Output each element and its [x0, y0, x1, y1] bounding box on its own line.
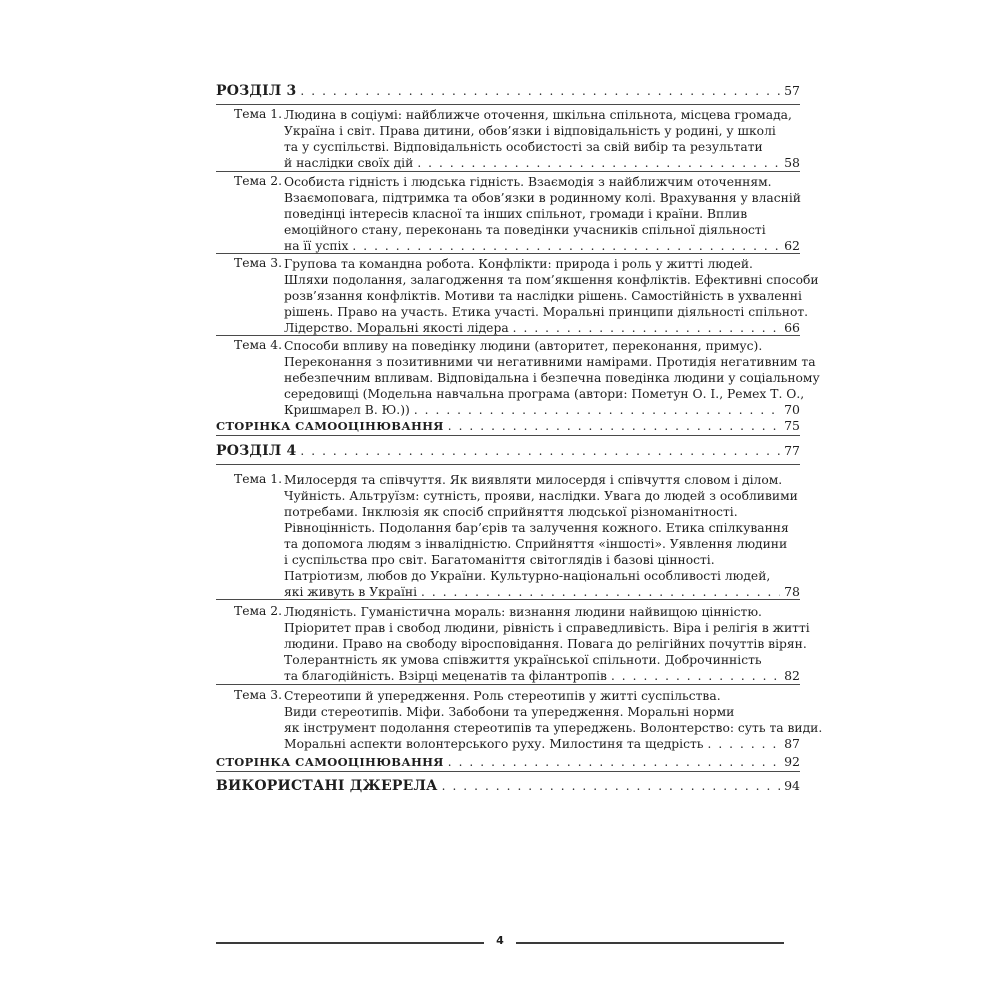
entry-line: середовищі (Модельна навчальна програма (автори: Пометун О. І., Ремех Т. О., [284, 387, 805, 401]
section-title: СТОРІНКА САМООЦІНЮВАННЯ [216, 755, 444, 769]
dot-leader [300, 444, 780, 458]
divider [216, 771, 800, 772]
entry-line: людини. Право на свободу віросповідання. Повага до релігійних почуттів вірян. [284, 637, 807, 651]
topic-label: Тема 3. [234, 256, 283, 270]
entry-line: й наслідки своїх дій [284, 156, 414, 170]
divider [216, 599, 800, 600]
section-3-heading [216, 83, 800, 99]
section-title: СТОРІНКА САМООЦІНЮВАННЯ [216, 419, 444, 433]
entry-line: Кришмарел В. Ю.)) [284, 403, 410, 417]
entry-line: Рівноцінність. Подолання бар’єрів та залучення кожного. Етика спілкування [284, 521, 789, 535]
entry-line: які живуть в Україні [284, 585, 418, 599]
section-4-heading [216, 443, 800, 459]
entry-line: Способи впливу на поведінку людини (авторитет, переконання, примус). [284, 339, 763, 353]
entry-last-line [284, 320, 800, 335]
entry-line: і суспільства про світ. Багатоманіття світоглядів і базові цінності. [284, 553, 715, 567]
divider [216, 684, 800, 685]
page-number: 4 [496, 934, 504, 947]
entry-line: Моральні аспекти волонтерського руху. Милостиня та щедрість [284, 737, 704, 751]
entry-line: Милосердя та співчуття. Як виявляти милосердя і співчуття словом і ділом. [284, 473, 783, 487]
entry-last-line [284, 238, 800, 253]
page-ref: 87 [784, 736, 800, 751]
entry-line: Види стереотипів. Міфи. Забобони та упередження. Моральні норми [284, 705, 735, 719]
entry-line: Толерантність як умова співжиття української спільноти. Доброчинність [284, 653, 762, 667]
page-ref: 82 [784, 668, 800, 683]
entry-line: Групова та командна робота. Конфлікти: природа і роль у житті людей. [284, 257, 753, 271]
dot-leader [300, 84, 780, 98]
entry-line: Шляхи подолання, залагодження та пом’якшення конфліктів. Ефективні способи [284, 273, 819, 287]
dot-leader [442, 779, 780, 793]
section-title: РОЗДІЛ 3 [216, 83, 297, 99]
divider [216, 104, 800, 105]
page-ref: 66 [784, 320, 800, 335]
dot-leader [417, 156, 780, 170]
entry-line: Людина в соціумі: найближче оточення, шкільна спільнота, місцева громада, [284, 108, 792, 122]
dot-leader [352, 239, 780, 253]
divider [216, 335, 800, 336]
topic-label: Тема 3. [234, 688, 283, 702]
entry-line: Патріотизм, любов до України. Культурно-національні особливості людей, [284, 569, 771, 583]
entry-line: та благодійність. Взірці меценатів та філантропів [284, 669, 607, 683]
page-ref: 78 [784, 584, 800, 599]
divider [216, 171, 800, 172]
dot-leader [611, 669, 780, 683]
entry-line: та у суспільстві. Відповідальність особистості за свій вибір та результати [284, 140, 763, 154]
entry-line: Стереотипи й упередження. Роль стереотипів у житті суспільства. [284, 689, 721, 703]
entry-line: поведінці інтересів класної та інших спільнот, громади і країни. Вплив [284, 207, 748, 221]
page-ref: 94 [784, 778, 800, 793]
entry-line: Пріоритет прав і свобод людини, рівність і справедливість. Віра і релігія в житті [284, 621, 810, 635]
entry-line: рішень. Право на участь. Етика участі. Моральні принципи діяльності спільнот. [284, 305, 809, 319]
footer-rule-left [216, 942, 484, 944]
entry-line: як інструмент подолання стереотипів та упереджень. Волонтерство: суть та види. [284, 721, 823, 735]
entry-last-line [284, 155, 800, 170]
entry-line: Україна і світ. Права дитини, обов’язки і відповідальність у родині, у школі [284, 124, 776, 138]
section-title: ВИКОРИСТАНІ ДЖЕРЕЛА [216, 778, 438, 794]
topic-label: Тема 1. [234, 472, 283, 486]
self-assessment-4 [216, 754, 800, 769]
dot-leader [513, 321, 780, 335]
divider [216, 435, 800, 436]
table-of-contents [216, 0, 823, 1000]
topic-label: Тема 2. [234, 604, 283, 618]
dot-leader [414, 403, 780, 417]
footer-rule-right [516, 942, 784, 944]
entry-line: Взаємоповага, підтримка та обов’язки в родинному колі. Врахування у власній [284, 191, 801, 205]
page-ref: 92 [784, 754, 800, 769]
entry-last-line [284, 584, 800, 599]
divider [216, 253, 800, 254]
entry-line: Чуйність. Альтруїзм: сутність, прояви, наслідки. Увага до людей з особливими [284, 489, 798, 503]
page-ref: 58 [784, 155, 800, 170]
entry-line: та допомога людям з інвалідністю. Сприйняття «іншості». Уявлення людини [284, 537, 788, 551]
sources-heading [216, 778, 800, 794]
entry-last-line [284, 668, 800, 683]
page-ref: 77 [784, 443, 800, 458]
self-assessment-3 [216, 418, 800, 433]
entry-last-line [284, 402, 800, 417]
entry-line: Лідерство. Моральні якості лідера [284, 321, 509, 335]
entry-line: потребами. Інклюзія як спосіб сприйняття людської різноманітності. [284, 505, 738, 519]
entry-line: на її успіх [284, 239, 349, 253]
dot-leader [448, 755, 780, 769]
entry-line: розв’язання конфліктів. Мотиви та наслідки рішень. Самостійність в ухваленні [284, 289, 802, 303]
entry-line: Переконання з позитивними чи негативними намірами. Протидія негативним та [284, 355, 816, 369]
entry-line: Людяність. Гуманістична мораль: визнання людини найвищою цінністю. [284, 605, 762, 619]
entry-line: емоційного стану, переконань та поведінки учасників спільної діяльності [284, 223, 766, 237]
section-title: РОЗДІЛ 4 [216, 443, 297, 459]
dot-leader [421, 585, 780, 599]
dot-leader [708, 737, 781, 751]
topic-label: Тема 2. [234, 174, 283, 188]
topic-label: Тема 4. [234, 338, 283, 352]
page-ref: 62 [784, 238, 800, 253]
page-ref: 57 [784, 83, 800, 98]
topic-label: Тема 1. [234, 107, 283, 121]
entry-last-line [284, 736, 800, 751]
page-ref: 75 [784, 418, 800, 433]
entry-line: Особиста гідність і людська гідність. Взаємодія з найближчим оточенням. [284, 175, 772, 189]
entry-line: небезпечним впливам. Відповідальна і безпечна поведінка людини у соціальному [284, 371, 820, 385]
divider [216, 464, 800, 465]
page-ref: 70 [784, 402, 800, 417]
dot-leader [448, 419, 780, 433]
